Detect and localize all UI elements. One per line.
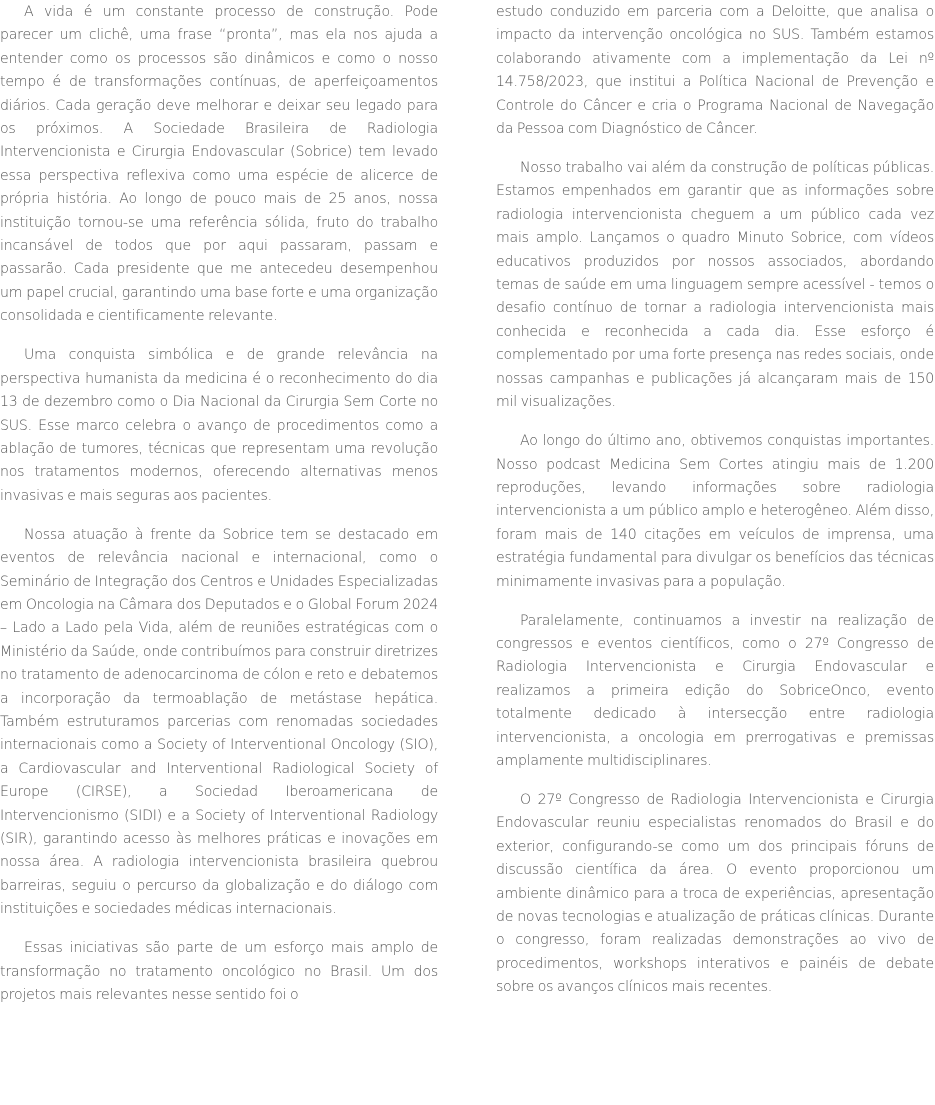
paragraph: Ao longo do último ano, obtivemos conquistas importantes. Nosso podcast Medicina Sem Cortes atingiu mais de 1.200 reproduções, levando informações sobre radiologia intervencionista a um público amplo e heterogêneo. Além disso, foram mais de 140 citações em veículos de imprensa, uma estratégia fundamental para divulgar os benefícios das técnicas minimamente invasivas para a população. [496,433,934,590]
paragraph: Paralelamente, continuamos a investir na realização de congressos e eventos científicos, como o 27º Congresso de Radiologia Intervencionista e Cirurgia Endovascular e realizamos a primeira edição do SobriceOnco, evento totalmente dedicado à intersecção entre radiologia intervencionista, a oncologia em prerrogativas e premissas amplamente multidisciplinares. [496,612,934,769]
paragraph: O 27º Congresso de Radiologia Intervencionista e Cirurgia Endovascular reuniu especialistas renomados do Brasil e do exterior, configurando-se como um dos principais fóruns de discussão científica da área. O evento proporcionou um ambiente dinâmico para a troca de experiências, apresentação de novas tecnologias e atualização de práticas clínicas. Durante o congresso, foram realizadas demonstrações ao vivo de procedimentos, workshops interativos e painéis de debate sobre os avanços clínicos mais recentes. [496,791,934,996]
paragraph: Nossa atuação à frente da Sobrice tem se destacado em eventos de relevância nacional e internacional, como o Seminário de Integração dos Centros e Unidades Especializadas em Oncologia na Câmara dos Deputados e o Global Forum 2024 – Lado a Lado pela Vida, além de reuniões estratégicas com o Ministério da Saúde, onde contribuímos para construir diretrizes no tratamento de adenocarcinoma de cólon e reto e debatemos a incorporação da termoablação de metástase hepática. Também estruturamos parcerias com renomadas sociedades internacionais como a Society of Interventional Oncology (SIO), a Cardiovascular and Interventional Radiological Society of Europe (CIRSE), a Sociedad Iberoamericana de Intervencionismo (SIDI) e a Society of Interventional Radiology (SIR), garantindo acesso às melhores práticas e inovações em nossa área. A radiologia intervencionista brasileira quebrou barreiras, seguiu o percurso da globalização e do diálogo com instituições e sociedades médicas internacionais. [0,526,438,918]
paragraph: Nosso trabalho vai além da construção de políticas públicas. Estamos empenhados em garantir que as informações sobre radiologia intervencionista cheguem a um público cada vez mais amplo. Lançamos o quadro Minuto Sobrice, com vídeos educativos produzidos por nossos associados, abordando temas de saúde em uma linguagem sempre acessível - temos o desafio contínuo de tornar a radiologia intervencionista mais conhecida e reconhecida a cada dia. Esse esforço é complementado por uma forte presença nas redes sociais, onde nossas campanhas e publicações já alcançaram mais de 150 mil visualizações. [496,160,934,411]
left-text-column [0,0,438,1105]
paragraph-continued: estudo conduzido em parceria com a Deloitte, que analisa o impacto da intervenção oncológica no SUS. Também estamos colaborando ativamente com a implementação da Lei nº 14.758/2023, que institui a Política Nacional de Prevenção e Controle do Câncer e cria o Programa Nacional de Navegação da Pessoa com Diagnóstico de Câncer. [496,4,934,138]
paragraph: Essas iniciativas são parte de um esforço mais amplo de transformação no tratamento oncológico no Brasil. Um dos projetos mais relevantes nesse sentido foi o [0,940,438,1004]
paragraph: A vida é um constante processo de construção. Pode parecer um clichê, uma frase “pronta”, mas ela nos ajuda a entender como os processos são dinâmicos e como o nosso tempo é de transformações contínuas, de aperfeiçoamentos diários. Cada geração deve melhorar e deixar seu legado para os próximos. A Sociedade Brasileira de Radiologia Intervencionista e Cirurgia Endovascular (Sobrice) tem levado essa perspectiva reflexiva como uma espécie de alicerce de própria história. Ao longo de pouco mais de 25 anos, nossa instituição tornou-se uma referência sólida, fruto do trabalho incansável de todos que por aqui passaram, passam e passarão. Cada presidente que me antecedeu desempenhou um papel crucial, garantindo uma base forte e uma organização consolidada e cientificamente relevante. [0,4,438,325]
paragraph: Uma conquista simbólica e de grande relevância na perspectiva humanista da medicina é o reconhecimento do dia 13 de dezembro como o Dia Nacional da Cirurgia Sem Corte no SUS. Esse marco celebra o avanço de procedimentos como a ablação de tumores, técnicas que representam uma revolução nos tratamentos modernos, oferecendo alternativas menos invasivas e mais seguras aos pacientes. [0,347,438,504]
right-text-column [496,0,934,1105]
